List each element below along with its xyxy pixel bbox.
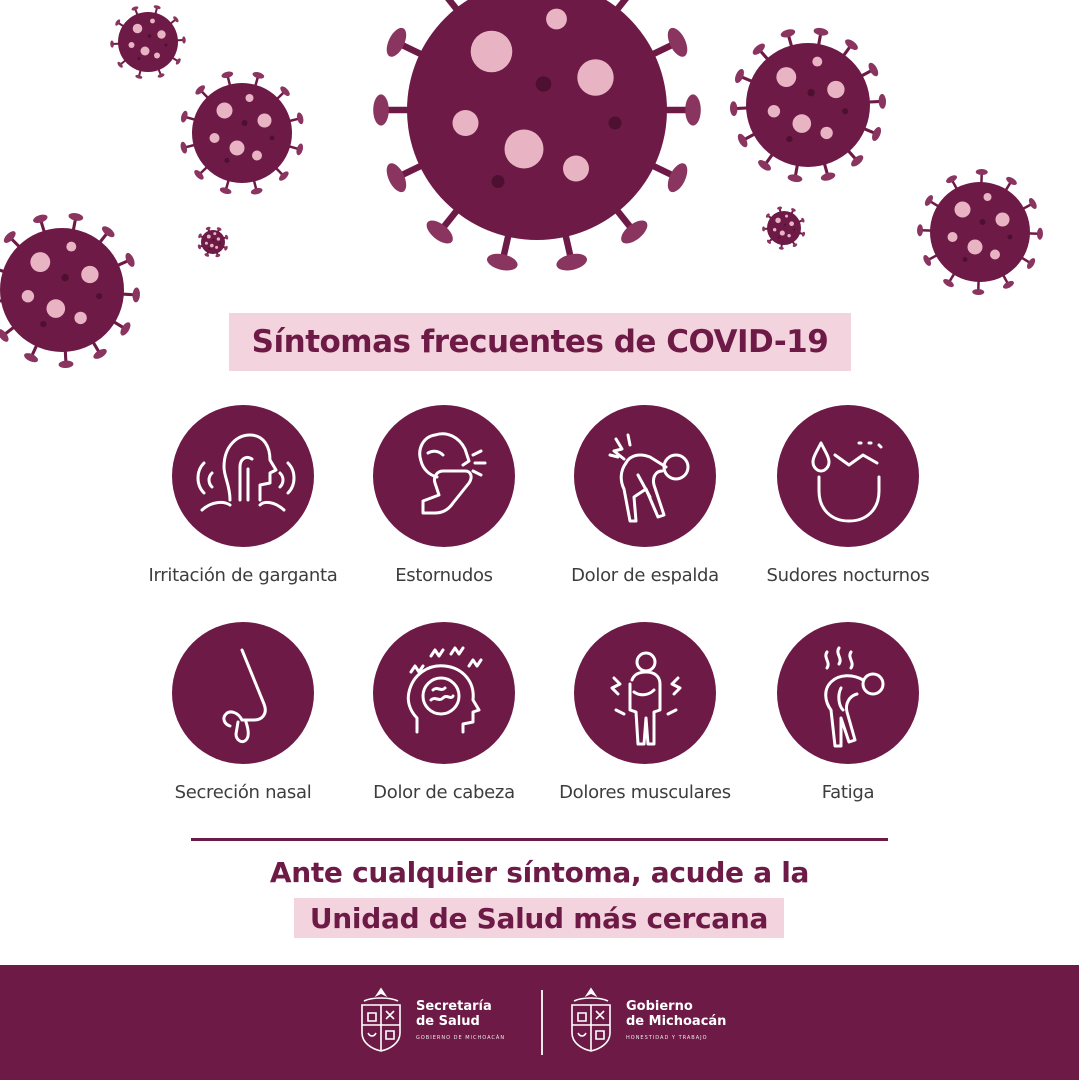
back-pain-icon xyxy=(574,405,716,547)
symptom-headache xyxy=(329,622,559,803)
coat-of-arms-icon xyxy=(358,987,404,1053)
divider xyxy=(191,838,888,841)
symptom-label: Estornudos xyxy=(395,565,493,586)
footer xyxy=(0,965,1079,1080)
virus-particle xyxy=(179,70,304,195)
symptom-back-pain xyxy=(530,405,760,586)
virus-particle xyxy=(730,27,887,183)
symptom-muscle-pain xyxy=(530,622,760,803)
symptom-label: Dolor de cabeza xyxy=(373,782,515,803)
logo-2-subtitle: HONESTIDAD Y TRABAJO xyxy=(626,1035,708,1041)
symptom-label: Fatiga xyxy=(821,782,875,803)
page-title: Síntomas frecuentes de COVID-19 xyxy=(251,324,829,360)
coat-of-arms-icon xyxy=(568,987,614,1053)
virus-particle xyxy=(0,212,140,369)
symptom-label: Secreción nasal xyxy=(174,782,312,803)
virus-particle xyxy=(197,226,229,258)
logo-secretaria-salud xyxy=(358,987,505,1053)
nose-icon xyxy=(172,622,314,764)
symptom-nose xyxy=(128,622,358,803)
virus-particle xyxy=(110,5,186,80)
symptom-label: Dolores musculares xyxy=(559,782,731,803)
fatigue-icon xyxy=(777,622,919,764)
cta-highlight xyxy=(294,898,784,938)
sweat-icon xyxy=(777,405,919,547)
symptom-fatigue xyxy=(733,622,963,803)
title-banner xyxy=(229,313,851,371)
logo-1-line-2: de Salud xyxy=(416,1014,480,1029)
symptom-throat xyxy=(128,405,358,586)
virus-particle xyxy=(917,169,1043,295)
headache-icon xyxy=(373,622,515,764)
symptom-label: Dolor de espalda xyxy=(571,565,719,586)
logo-1-line-1: Secretaría xyxy=(416,999,492,1014)
logo-1-subtitle: GOBIERNO DE MICHOACÁN xyxy=(416,1035,506,1041)
logo-2-line-1: Gobierno xyxy=(626,999,693,1014)
cta-line-2: Unidad de Salud más cercana xyxy=(309,901,769,935)
footer-separator xyxy=(541,990,543,1055)
logo-2-line-2: de Michoacán xyxy=(626,1014,727,1029)
symptom-sneeze xyxy=(329,405,559,586)
logo-gobierno-michoacan xyxy=(568,987,726,1053)
symptom-sweat xyxy=(733,405,963,586)
virus-particle xyxy=(762,206,806,250)
cta-line-1: Ante cualquier síntoma, acude a la xyxy=(269,856,810,889)
throat-icon xyxy=(172,405,314,547)
virus-particle xyxy=(373,0,701,273)
symptom-label: Irritación de garganta xyxy=(148,565,338,586)
muscle-pain-icon xyxy=(574,622,716,764)
symptom-label: Sudores nocturnos xyxy=(766,565,930,586)
sneeze-icon xyxy=(373,405,515,547)
